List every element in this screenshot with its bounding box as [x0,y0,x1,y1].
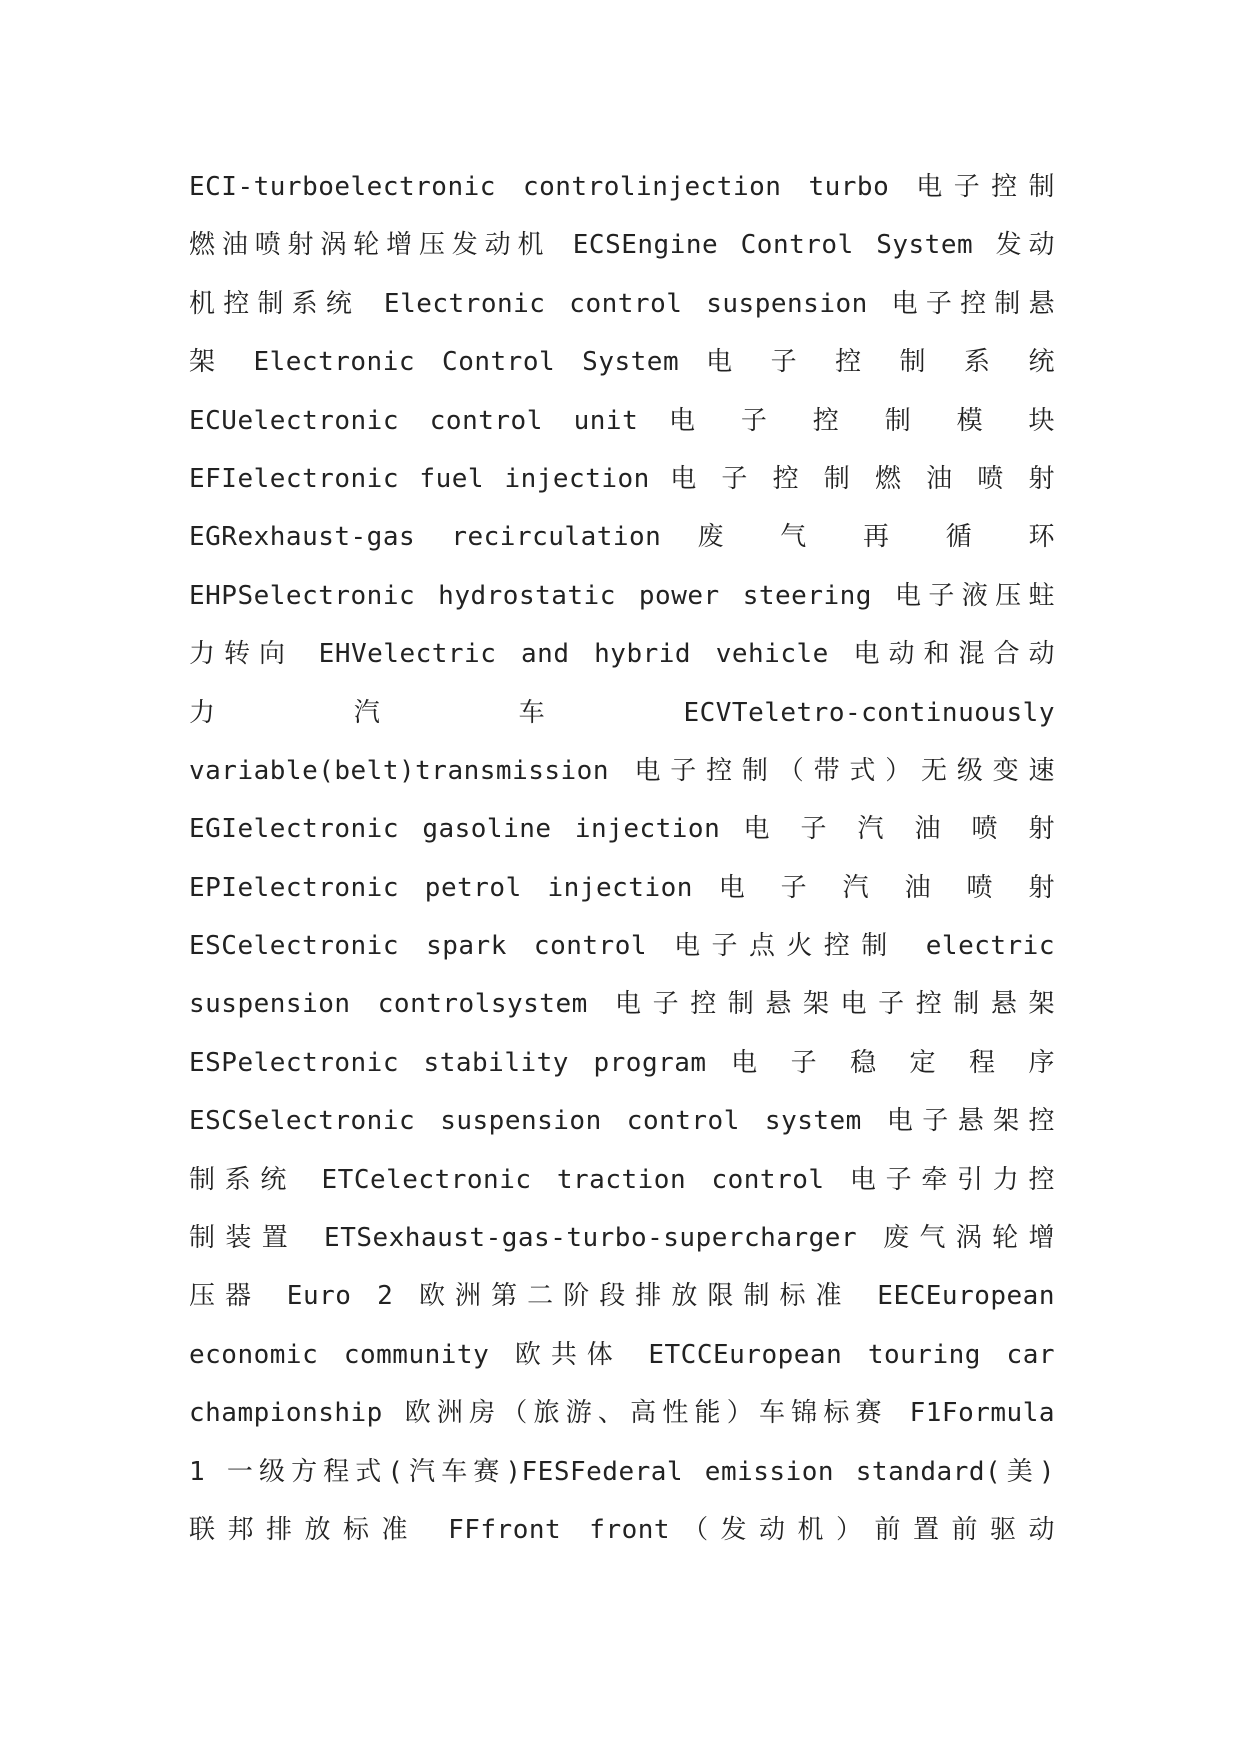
text-line: 制系统 ETCelectronic traction control 电子牵引力控 [189,1164,1055,1195]
text-line: 机控制系统 Electronic control suspension 电子控制悬 [189,288,1055,319]
text-line: variable(belt)transmission 电子控制（带式）无级变速 [189,755,1055,786]
text-line: ESCSelectronic suspension control system 电子悬架控 [189,1106,1055,1137]
text-line: ESPelectronic stability program 电 子 稳 定 程 序 [189,1047,1055,1078]
text-line: suspension controlsystem 电子控制悬架电子控制悬架 [189,989,1055,1020]
body-text [189,158,1055,1559]
text-line: EGIelectronic gasoline injection 电 子 汽 油 喷 射 [189,814,1055,845]
text-line: ESCelectronic spark control 电子点火控制 electric [189,931,1055,962]
text-line: 联邦排放标准 FFfront front（发动机）前置前驱动 [189,1514,1055,1545]
text-line: economic community 欧共体 ETCCEuropean touring car [189,1339,1055,1370]
text-line: 架 Electronic Control System 电 子 控 制 系 统 [189,347,1055,378]
text-line: championship 欧洲房（旅游、高性能）车锦标赛 F1Formula [189,1398,1055,1429]
text-line: 燃油喷射涡轮增压发动机 ECSEngine Control System 发动 [189,230,1055,261]
text-line: ECUelectronic control unit 电 子 控 制 模 块 [189,405,1055,436]
text-line: 力转向 EHVelectric and hybrid vehicle 电动和混合动 [189,639,1055,670]
text-line: ECI-turboelectronic controlinjection turbo 电子控制 [189,172,1055,202]
text-line: EFIelectronic fuel injection 电 子 控 制 燃 油 喷 射 [189,463,1055,494]
text-line: EHPSelectronic hydrostatic power steering 电子液压蛀 [189,580,1055,611]
text-line: EGRexhaust-gas recirculation 废 气 再 循 环 [189,522,1055,553]
text-line: 压器 Euro 2 欧洲第二阶段排放限制标准 EECEuropean [189,1281,1055,1312]
text-line: 制装置 ETSexhaust-gas-turbo-supercharger 废气涡轮增 [189,1223,1055,1254]
text-line: 力 汽 车 ECVTeletro-continuously [189,697,1055,728]
text-line: 1 一级方程式(汽车赛)FESFederal emission standard(美) [189,1456,1055,1487]
text-line: EPIelectronic petrol injection 电 子 汽 油 喷 射 [189,872,1055,903]
